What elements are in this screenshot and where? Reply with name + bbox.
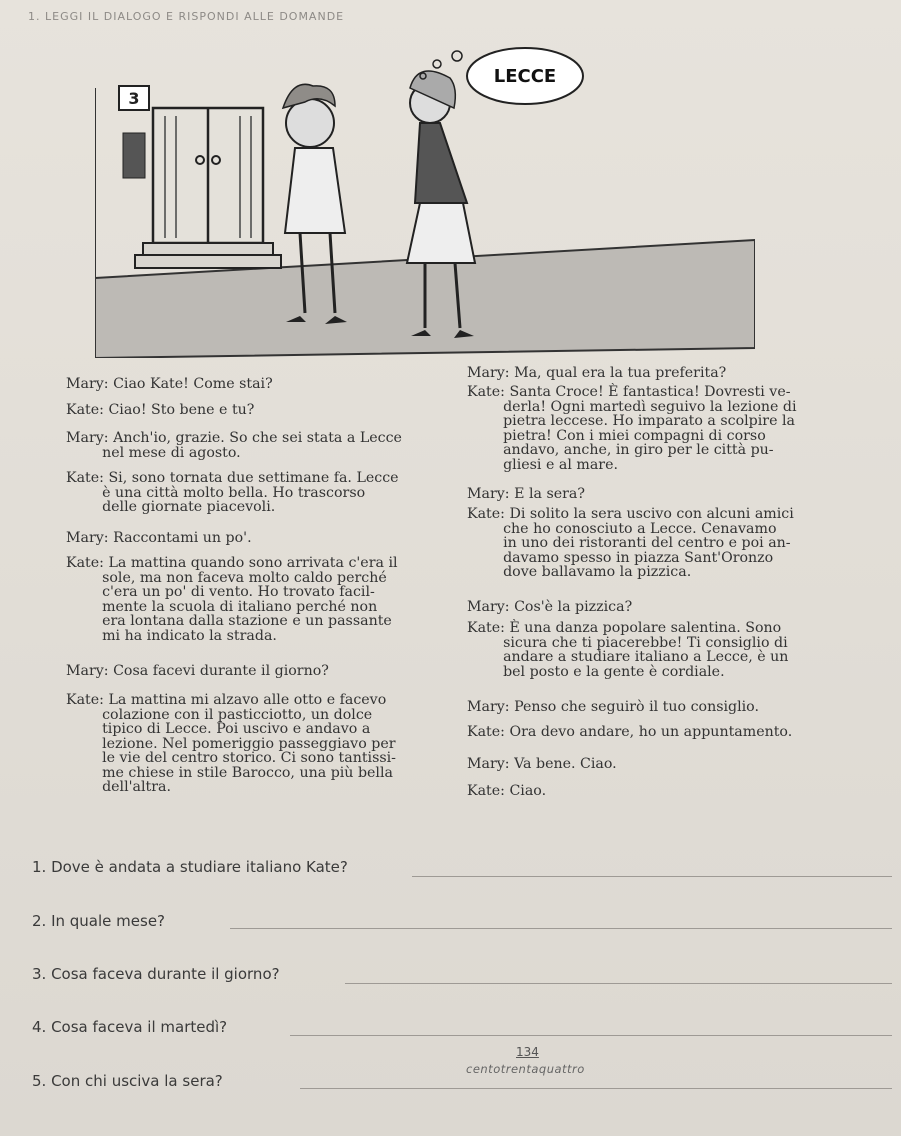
answer-line-4[interactable] [290,1035,892,1036]
dialogue-right-2: Kate: Santa Croce! È fantastica! Dovresti ve- derla! Ogni martedì seguivo la lezione di pietra leccese. Ho imparato a scolpire la pietra! Con i miei compagni di corso andavo, anche, in giro per le città pu- gliesi e al mare. [467,384,797,473]
dialogue-left-1: Mary: Ciao Kate! Come stai? [66,376,273,392]
page-number-words: centotrentaquattro [466,1062,585,1076]
dialogue-right-9: Mary: Va bene. Ciao. [467,756,617,772]
question-1: 1. Dove è andata a studiare italiano Kate? [32,858,348,876]
lecce-sign-text: LECCE [493,66,557,87]
dialogue-right-5: Mary: Cos'è la pizzica? [467,599,633,615]
question-4: 4. Cosa faceva il martedì? [32,1018,228,1036]
dialogue-right-6: Kate: È una danza popolare salentina. Sono sicura che ti piacerebbe! Ti consiglio di andare a studiare italiano a Lecce, è un bel posto e la gente è cordiale. [467,620,789,680]
exercise-title: 1. LEGGI IL DIALOGO E RISPONDI ALLE DOMANDE [28,10,345,23]
dialogue-right-8: Kate: Ora devo andare, ho un appuntamento. [467,724,793,740]
answer-line-3[interactable] [345,983,892,984]
dialogue-right-1: Mary: Ma, qual era la tua preferita? [467,365,727,381]
answer-line-1[interactable] [412,876,892,877]
dialogue-left-2: Kate: Ciao! Sto bene e tu? [66,402,255,418]
dialogue-right-3: Mary: E la sera? [467,486,585,502]
answer-line-5[interactable] [300,1088,892,1089]
dialogue-right-10: Kate: Ciao. [467,783,547,799]
door-number: 3 [128,89,140,108]
dialogue-left-8: Kate: La mattina mi alzavo alle otto e facevo colazione con il pasticciotto, un dolce tipico di Lecce. Poi uscivo e andavo a lezione. Nel pomeriggio passeggiavo per le vie del centro storico. Ci sono tantissi- me chiese in stile Barocco, una più bella dell'altra. [66,692,396,795]
question-3: 3. Cosa faceva durante il giorno? [32,965,280,983]
page-number: 134 [516,1045,539,1059]
question-5: 5. Con chi usciva la sera? [32,1072,223,1090]
dialogue-left-7: Mary: Cosa facevi durante il giorno? [66,663,329,679]
dialogue-left-6: Kate: La mattina quando sono arrivata c'era il sole, ma non faceva molto caldo perché c'era un po' di vento. Ho trovato facil- mente la scuola di italiano perché non era lontana dalla stazione e un passante mi ha indicato la strada. [66,555,398,644]
dialogue-right-7: Mary: Penso che seguirò il tuo consiglio. [467,699,759,715]
answer-line-2[interactable] [230,928,892,929]
dialogue-left-4: Kate: Si, sono tornata due settimane fa. Lecce è una città molto bella. Ho trascorso delle giornate piacevoli. [66,470,399,515]
dialogue-left-3: Mary: Anch'io, grazie. So che sei stata a Lecce nel mese di agosto. [66,430,402,461]
dialogue-illustration [95,28,755,358]
question-2: 2. In quale mese? [32,912,166,930]
dialogue-left-5: Mary: Raccontami un po'. [66,530,252,546]
dialogue-right-4: Kate: Di solito la sera uscivo con alcuni amici che ho conosciuto a Lecce. Cenavamo in uno dei ristoranti del centro e poi an- davamo spesso in piazza Sant'Oronzo dove ballavamo la pizzica. [467,506,794,580]
